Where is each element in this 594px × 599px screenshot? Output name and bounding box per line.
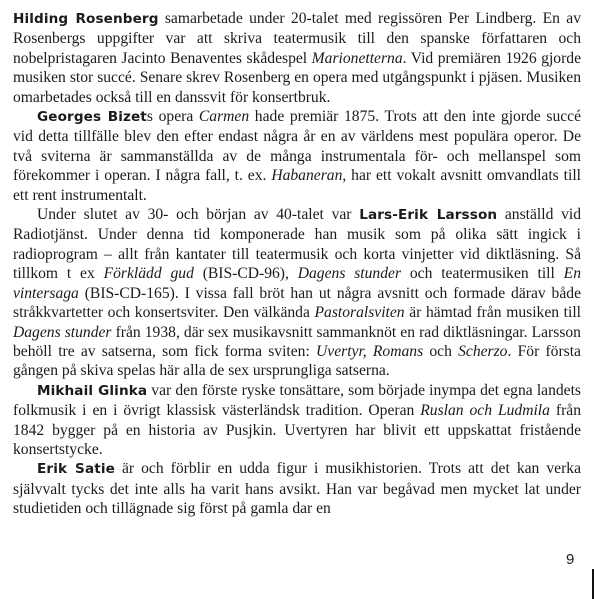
composer-name: Mikhail Glinka	[37, 382, 148, 399]
paragraph	[13, 107, 581, 205]
paragraph-text: s opera	[146, 108, 199, 126]
paragraph-text: och	[423, 342, 459, 360]
composer-name: Hilding Rosenberg	[13, 11, 159, 27]
paragraph-text: från 1938, där sex musikavsnitt sammanknöt en rad diktläsningar. Larsson behöll tre av satserna, som fick forma sviten:	[13, 323, 581, 360]
work-title: Dagens stunder	[297, 265, 402, 283]
paragraph-text: är och förblir en udda figur i musikhistorien. Trots att det kan verka självvalt tycks det inte alls ha varit hans avsikt. Han var begåvad men mycket lat under studietiden och tillägnade sig först på gamla dar en	[13, 460, 581, 518]
work-title: Marionetterna	[311, 49, 403, 67]
work-title: Ruslan och Ludmila	[420, 402, 550, 420]
paragraph	[13, 459, 581, 518]
paragraph-text: (BIS-CD-96),	[193, 265, 298, 283]
paragraph-text: Under slutet av 30- och början av 40-talet var	[37, 206, 360, 224]
work-title: Förklädd gud	[103, 265, 194, 283]
work-title: Habaneran	[271, 167, 343, 185]
paragraph	[13, 9, 581, 107]
work-title: Uvertyr, Romans	[316, 342, 424, 360]
paragraph-text: samarbetade under 20-talet med regissören Per Lindberg. En av Rosenbergs uppgifter var att skriva teatermusik till den spanske författaren och nobelpristagaren Jacinto Benaventes skådespel	[13, 10, 581, 67]
page-number: 9	[566, 551, 575, 568]
paragraph	[13, 381, 581, 460]
paragraph-text: var den förste ryske tonsättare, som började inympa det egna landets folkmusik i en i övrigt klassisk västerländsk tradition. Operan	[13, 381, 581, 420]
paragraph-text: . Vid premiären 1926 gjorde musiken stor succé. Senare skrev Rosenberg en opera med utgångspunkt i pjäsen. Musiken omarbetades också till en danssvit för konsertbruk.	[13, 49, 581, 106]
paragraph-text: från 1842 bygger på en historia av Pusjkin. Uvertyren har blivit ett uppskattat fristående konsertstycke.	[13, 402, 581, 458]
composer-name: Lars-Erik Larsson	[359, 207, 498, 224]
work-title: En vintersaga	[13, 265, 581, 302]
paragraph-text: hade premiär 1875. Trots att den inte gjorde succé vid detta tillfälle blev den efter endast några år en av världens mest populära operor. De två sviterna är sammanställda av de många instrumentala för- och mellanspel som förekommer i operan. I några fall, t. ex.	[13, 108, 582, 185]
work-title: Pastoralsviten	[314, 304, 405, 322]
paragraph-text: anställd vid Radiotjänst. Under denna tid komponerade han musik som på olika sätt ingick i radioprogram – allt från kantater till teatermusik och korta vinjetter vid diktläsning. Så tillkom t ex	[13, 206, 582, 283]
paragraph-text: . För första gången på skiva spelas här alla de sex ursprungliga satserna.	[13, 342, 581, 380]
paragraph-text: , har ett vokalt avsnitt omvandlats till ett rent instrumentalt.	[13, 167, 581, 204]
document-body	[13, 9, 581, 519]
work-title: Dagens stunder	[13, 323, 112, 341]
work-title: Carmen	[198, 108, 250, 126]
composer-name: Georges Bizet	[37, 109, 147, 126]
composer-name: Erik Satie	[37, 461, 115, 478]
paragraph-text: och teatermusiken till	[401, 265, 564, 283]
work-title: Scherzo	[458, 342, 508, 360]
paragraph-text: (BIS-CD-165). I vissa fall bröt han ut några avsnitt och formade därav både stråkkvartetter och konsertsviter. Den välkända	[13, 284, 581, 322]
paragraph	[13, 205, 581, 381]
paragraph-text: är hämtad från musiken till	[404, 304, 581, 322]
